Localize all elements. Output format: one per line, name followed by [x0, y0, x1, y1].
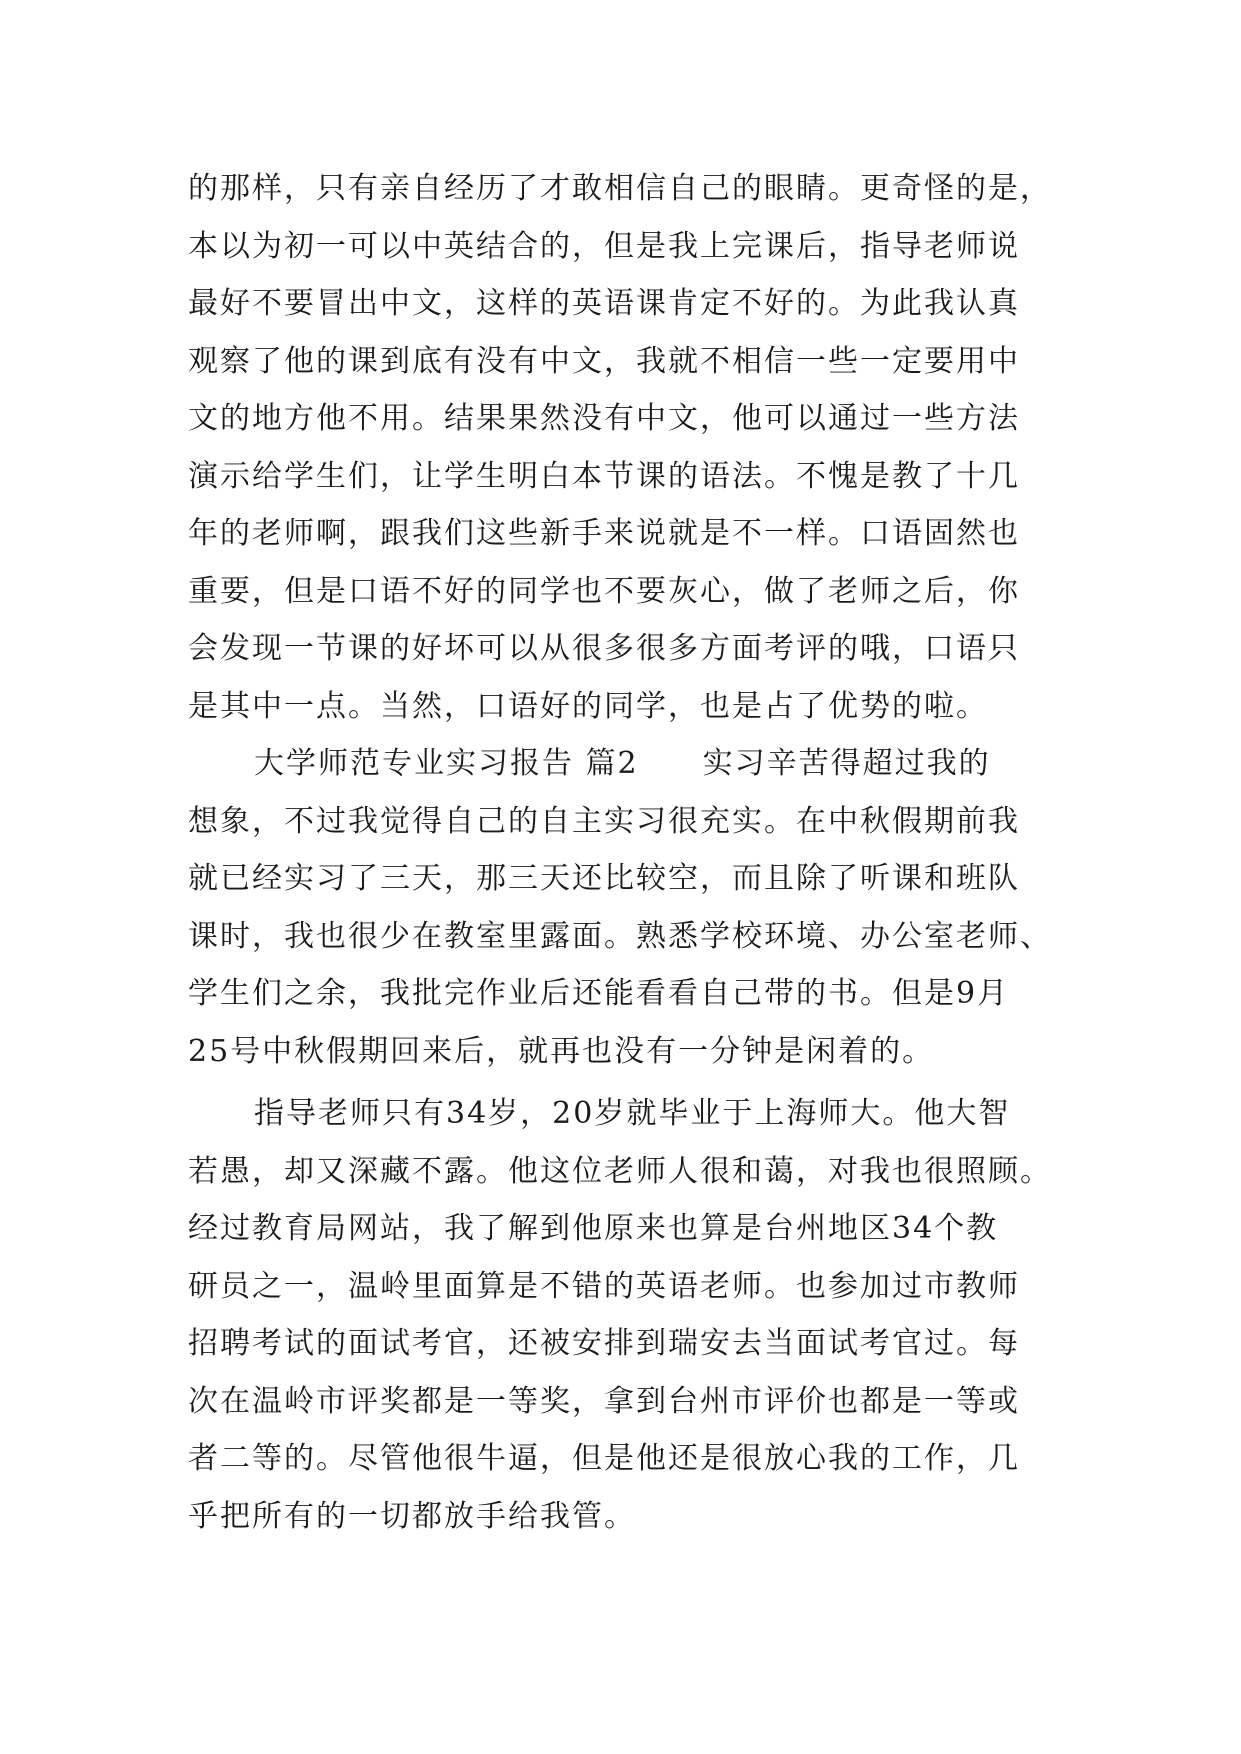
text-line: 课时，我也很少在教室里露面。熟悉学校环境、办公室老师、	[188, 918, 1052, 954]
text-line: 年的老师啊，跟我们这些新手来说就是不一样。口语固然也	[188, 516, 1020, 551]
text-line: 的那样，只有亲自经历了才敢相信自己的眼睛。更奇怪的是，	[188, 171, 1052, 206]
document-body	[188, 160, 1056, 1545]
text-line: 次在温岭市评奖都是一等奖，拿到台州市评价也都是一等或	[188, 1383, 1020, 1419]
text-line: 学生们之余，我批完作业后还能看看自己带的书。但是9月	[188, 976, 1010, 1011]
text-line: 就已经实习了三天，那三天还比较空，而且除了听课和班队	[188, 861, 1020, 896]
text-line: 经过教育局网站，我了解到他原来也算是台州地区34个教	[188, 1211, 999, 1246]
text-line: 乎把所有的一切都放手给我管。	[188, 1498, 636, 1534]
text-line: 重要，但是口语不好的同学也不要灰心，做了老师之后，你	[188, 573, 1020, 609]
text-line: 文的地方他不用。结果果然没有中文，他可以通过一些方法	[188, 401, 1020, 436]
section-heading-line: 大学师范专业实习报告 篇2 实习辛苦得超过我的	[254, 746, 991, 781]
text-line: 招聘考试的面试考官，还被安排到瑞安去当面试考官过。每	[188, 1326, 1020, 1361]
text-line: 若愚，却又深藏不露。他这位老师人很和蔼，对我也很照顾。	[188, 1153, 1052, 1189]
text-line: 观察了他的课到底有没有中文，我就不相信一些一定要用中	[188, 343, 1020, 379]
text-line: 会发现一节课的好坏可以从很多很多方面考评的哦，口语只	[188, 631, 1020, 666]
text-line: 者二等的。尽管他很牛逼，但是他还是很放心我的工作，几	[188, 1441, 1020, 1476]
text-line: 是其中一点。当然，口语好的同学，也是占了优势的啦。	[188, 688, 988, 724]
paragraph-3	[188, 1085, 1056, 1545]
paragraph-2	[188, 735, 1056, 1080]
text-line: 指导老师只有34岁，20岁就毕业于上海师大。他大智	[254, 1096, 1011, 1131]
text-line: 25号中秋假期回来后，就再也没有一分钟是闲着的。	[188, 1033, 935, 1069]
text-line: 研员之一，温岭里面算是不错的英语老师。也参加过市教师	[188, 1268, 1020, 1304]
text-line: 最好不要冒出中文，这样的英语课肯定不好的。为此我认真	[188, 286, 1020, 321]
paragraph-1	[188, 160, 1056, 735]
text-line: 本以为初一可以中英结合的，但是我上完课后，指导老师说	[188, 228, 1020, 264]
text-line: 演示给学生们，让学生明白本节课的语法。不愧是教了十几	[188, 458, 1020, 494]
text-line: 想象，不过我觉得自己的自主实习很充实。在中秋假期前我	[188, 803, 1020, 839]
